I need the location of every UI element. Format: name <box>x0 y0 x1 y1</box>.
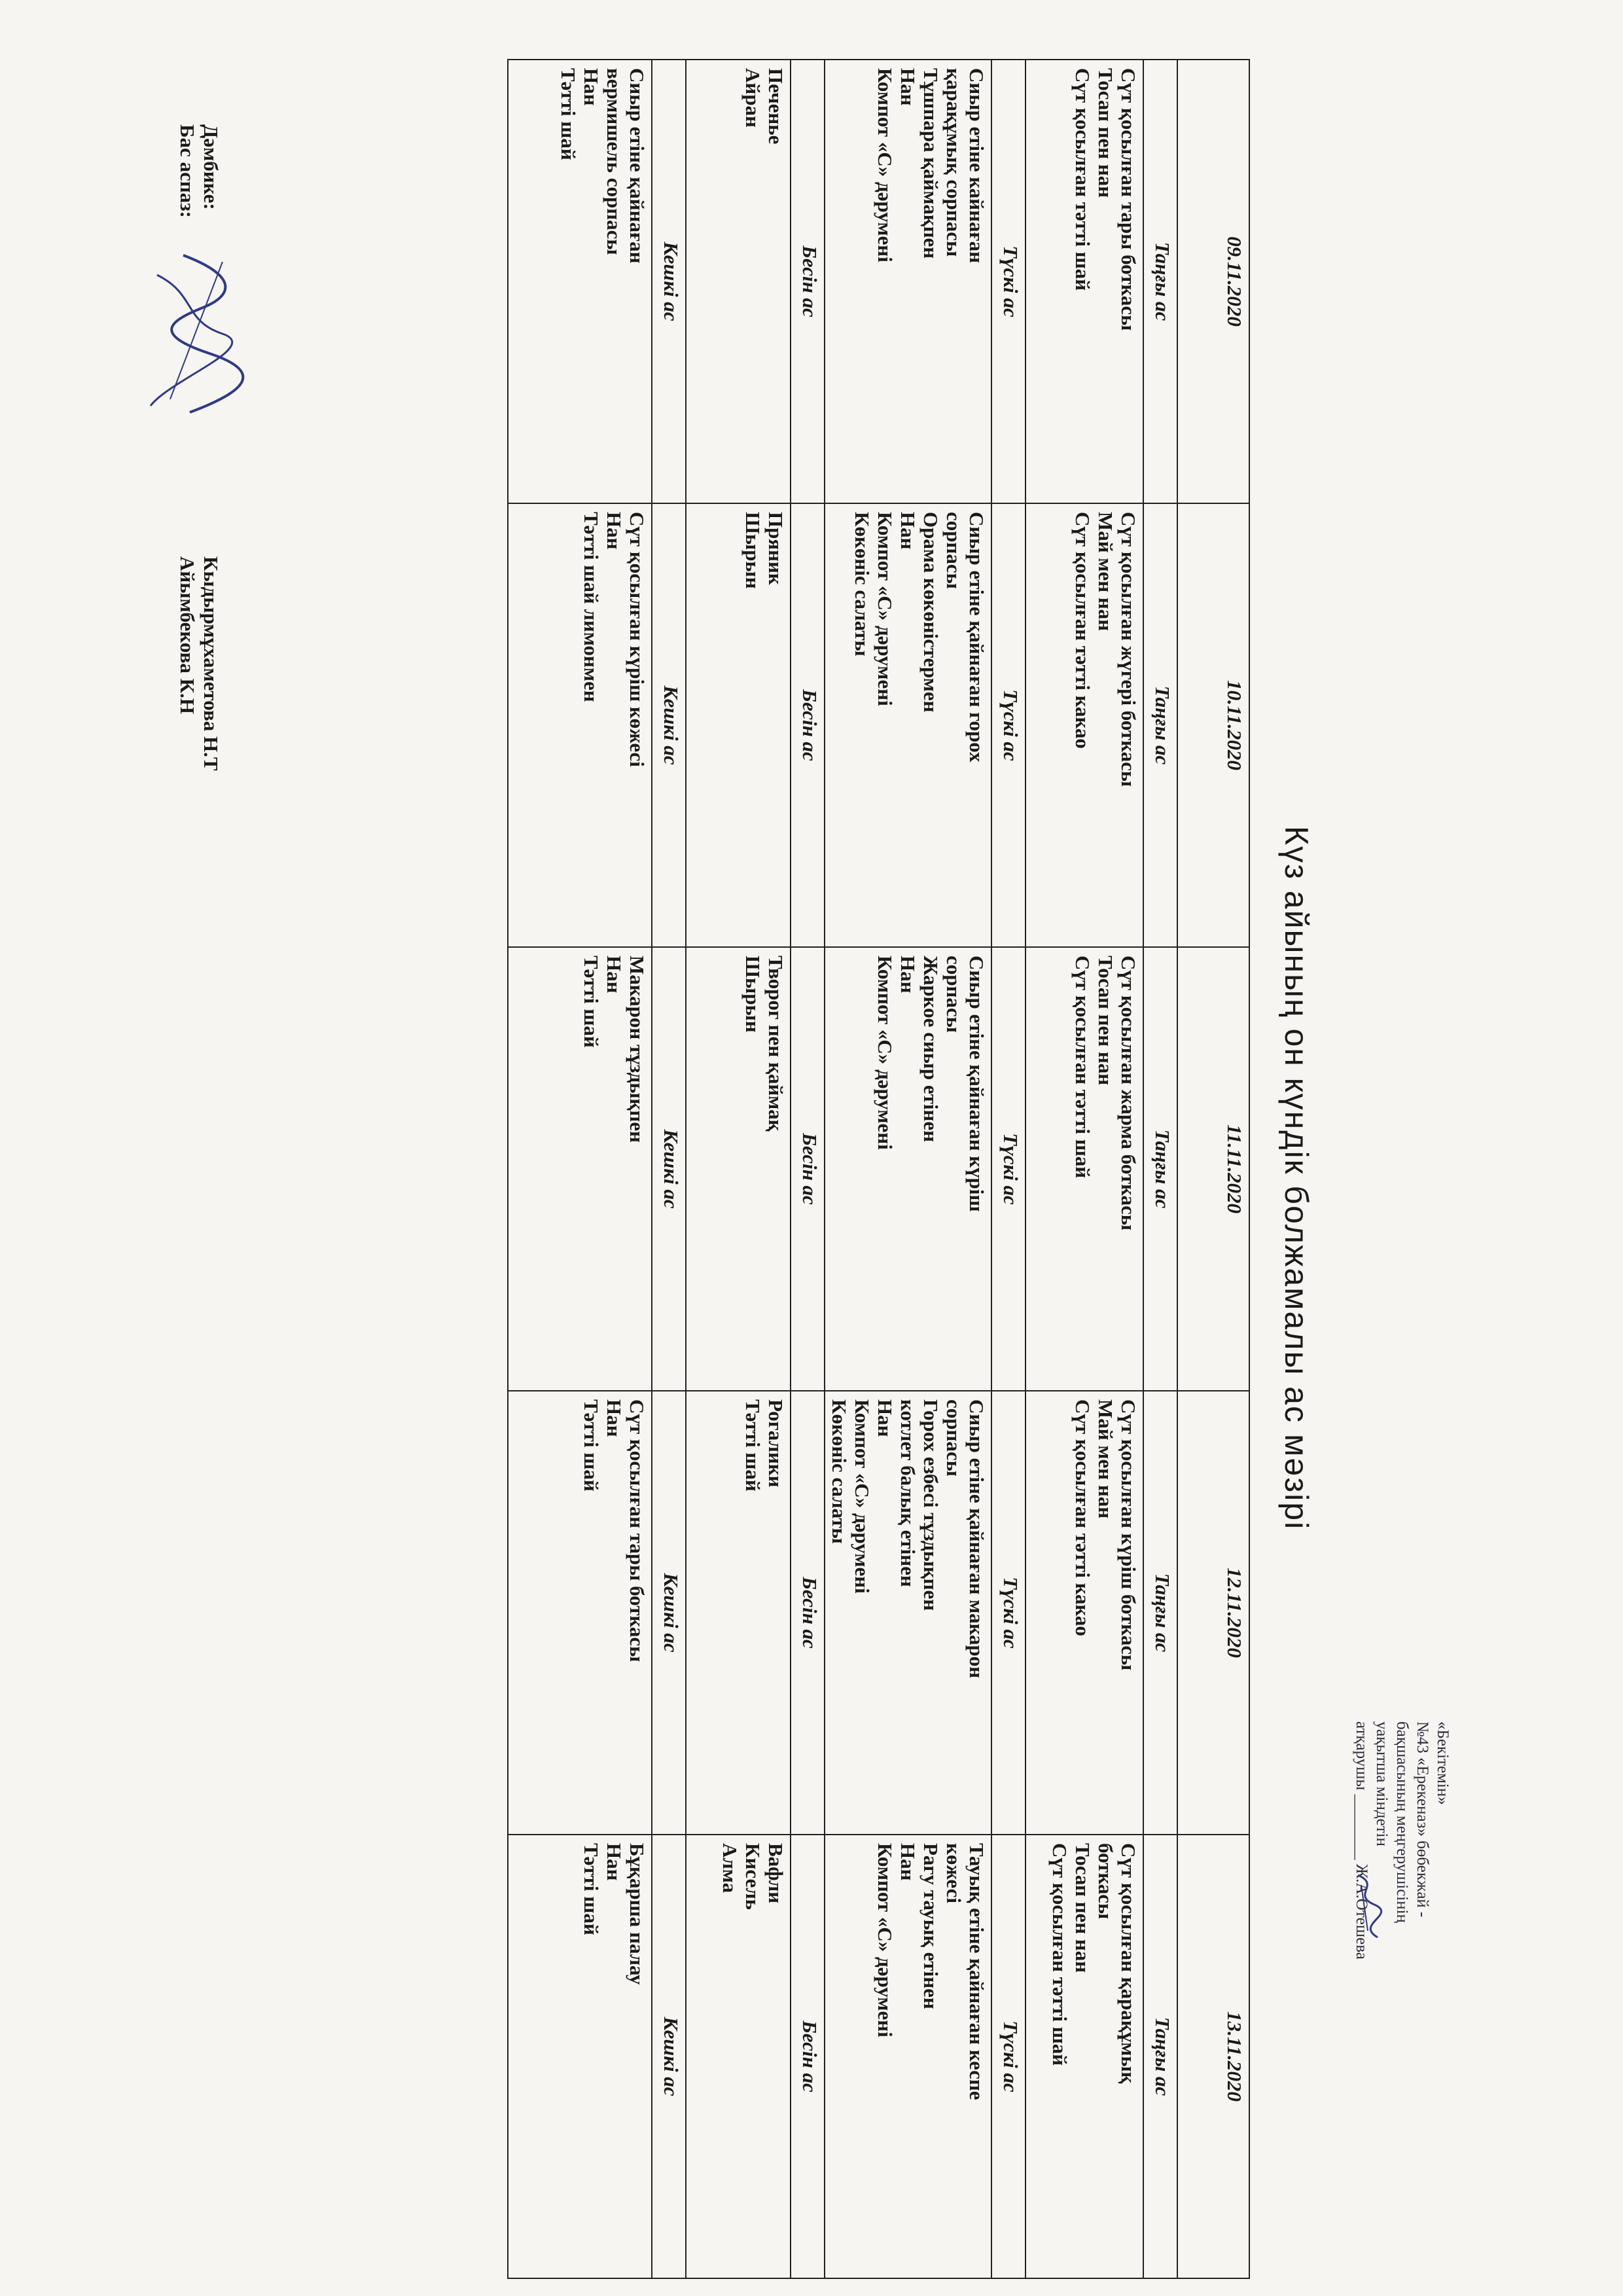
meal-items-cell <box>686 947 791 1391</box>
dish: сорпасы <box>942 512 965 589</box>
dish: Тәтті шай лимонмен <box>580 512 603 702</box>
date-header: 13.11.2020 <box>1177 1835 1249 2278</box>
dish: Сиыр етіне қайнаған макарон <box>965 1399 988 1679</box>
dish: Тосап пен нан <box>1094 68 1117 198</box>
dish: Сүт қосылған күріш көжесі <box>626 512 649 767</box>
meal-items-row <box>825 60 991 2278</box>
meal-items-cell <box>508 503 652 947</box>
dish: Компот «С» дәрумені <box>851 1399 874 1594</box>
dish: Тәтті шай <box>580 1399 603 1492</box>
dish: Сүт қосылған тәтті шай <box>1048 1843 1071 2066</box>
approval-line: №43 «Ерекеназ» бөбекжай - <box>1414 1721 1431 1918</box>
dish: Көкөніс салаты <box>828 1399 851 1544</box>
dish: Тәтті шай <box>741 1399 764 1492</box>
meal-items-cell <box>508 60 652 503</box>
meal-label: Таңғы ас <box>1143 1835 1177 2278</box>
dish: Сиыр етіне қайнаған күріш <box>965 956 988 1212</box>
dish: Тәтті шай <box>580 956 603 1048</box>
dish: Компот «С» дәрумені <box>874 68 897 262</box>
dish: Бұқарша палау <box>626 1843 649 1985</box>
dish: Шырын <box>741 956 764 1033</box>
dish: Макарон тұздықпен <box>626 956 649 1143</box>
meal-label: Түскі ас <box>991 1391 1026 1835</box>
dish: котлет балық етінен <box>897 1399 919 1587</box>
dish: Нан <box>897 512 919 550</box>
meal-items-row <box>1026 60 1143 2278</box>
dish: боткасы <box>1094 1843 1117 1920</box>
dish: Компот «С» дәрумені <box>874 956 897 1150</box>
meal-label-row <box>791 60 825 2278</box>
dish: Сүт қосылған тәтті какао <box>1071 512 1094 749</box>
dish: Сүт қосылған тәтті какао <box>1071 1399 1094 1636</box>
dish: Сүт қосылған тәтті шай <box>1071 68 1094 291</box>
dish: Тұшпара қаймақпен <box>919 68 942 259</box>
dish: Тосап пен нан <box>1071 1843 1094 1973</box>
meal-label: Кешкі ас <box>652 1835 686 2278</box>
dish: Көкөніс салаты <box>851 512 874 656</box>
meal-label: Таңғы ас <box>1143 503 1177 947</box>
dish: Вафли <box>764 1843 787 1904</box>
date-header: 11.11.2020 <box>1177 947 1249 1391</box>
menu-table <box>507 59 1250 2279</box>
meal-items-cell <box>686 503 791 947</box>
dish: Кисель <box>741 1843 764 1910</box>
meal-items-cell <box>1026 1391 1143 1835</box>
dish: Жаркое сиыр етінен <box>919 956 942 1142</box>
meal-label: Бесін ас <box>791 60 825 503</box>
meal-label: Бесін ас <box>791 1835 825 2278</box>
dish: Орама көкөністермен <box>919 512 942 713</box>
dish: Сиыр етіне қайнаған горох <box>965 512 988 762</box>
approval-line: уақытша міндетін <box>1373 1721 1391 1846</box>
dish: Нан <box>603 1843 626 1881</box>
meal-items-cell <box>508 1391 652 1835</box>
dish: Тауық етіне қайнаған кеспе <box>965 1843 988 2100</box>
signature-name: Айымбекова К.Н <box>176 556 199 714</box>
meal-label: Түскі ас <box>991 60 1026 503</box>
dish: сорпасы <box>942 1399 965 1477</box>
signature-role: Дәмбике: <box>200 124 223 210</box>
meal-items-cell <box>686 1835 791 2278</box>
dish: Сүт қосылған тары боткасы <box>1117 68 1140 331</box>
dish: Сиыр етіне кайнаған <box>965 68 988 263</box>
date-header: 09.11.2020 <box>1177 60 1249 503</box>
signature-role: Бас аспаз: <box>176 124 199 218</box>
meal-label: Бесін ас <box>791 947 825 1391</box>
dish: Тосап пен нан <box>1094 956 1117 1086</box>
dish: Нан <box>897 68 919 106</box>
meal-items-cell <box>825 60 991 503</box>
date-header: 12.11.2020 <box>1177 1391 1249 1835</box>
dish: Сүт қосылған қарақұмық <box>1117 1843 1140 2084</box>
dish: Творог пен қаймақ <box>764 956 787 1132</box>
meal-label: Кешкі ас <box>652 503 686 947</box>
dish: Сүт қосылған жүгері боткасы <box>1117 512 1140 787</box>
dish: Рогалики <box>764 1399 787 1488</box>
dish: Горох езбесі тұздықпен <box>919 1399 942 1611</box>
meal-items-cell <box>825 947 991 1391</box>
dish: Май мен нан <box>1094 512 1117 632</box>
approval-line: «Бекітемін» <box>1434 1721 1452 1805</box>
approval-line: бақшасының меңгерушісінің <box>1393 1721 1411 1923</box>
dish: Сиыр етіне қайнаған <box>626 68 649 264</box>
meal-items-cell <box>1026 60 1143 503</box>
dish: Нан <box>603 1399 626 1437</box>
meal-label: Түскі ас <box>991 1835 1026 2278</box>
dish: Пряник <box>764 512 787 585</box>
dish: Нан <box>580 68 603 106</box>
meal-items-cell <box>686 60 791 503</box>
meal-label: Кешкі ас <box>652 60 686 503</box>
meal-items-cell <box>686 1391 791 1835</box>
dish: Айран <box>741 68 764 128</box>
dish: Нан <box>603 512 626 550</box>
dish: Шырын <box>741 512 764 589</box>
approval-signature-scribble <box>1348 1872 1387 1944</box>
dish: Нан <box>897 1843 919 1881</box>
meal-items-row <box>686 60 791 2278</box>
meal-label: Бесін ас <box>791 503 825 947</box>
date-row <box>1177 60 1249 2278</box>
meal-label: Кешкі ас <box>652 1391 686 1835</box>
dish: Компот «С» дәрумені <box>874 1843 897 2037</box>
handwritten-signature <box>131 236 262 432</box>
meal-items-cell <box>825 503 991 947</box>
meal-label-row <box>1143 60 1177 2278</box>
dish: Нан <box>897 956 919 994</box>
meal-label-row <box>991 60 1026 2278</box>
dish: Тәтті шай <box>580 1843 603 1935</box>
meal-label: Таңғы ас <box>1143 1391 1177 1835</box>
dish: Май мен нан <box>1094 1399 1117 1519</box>
dish: Компот «С» дәрумені <box>874 512 897 706</box>
meal-label: Таңғы ас <box>1143 947 1177 1391</box>
signature-name: Кыдырмұхаметова Н.Т <box>200 556 223 771</box>
meal-label: Таңғы ас <box>1143 60 1177 503</box>
dish: сорпасы <box>942 956 965 1033</box>
date-header: 10.11.2020 <box>1177 503 1249 947</box>
dish: Нан <box>874 1399 897 1437</box>
meal-items-cell <box>508 947 652 1391</box>
dish: вермишель сорпасы <box>603 68 626 255</box>
meal-items-cell <box>508 1835 652 2278</box>
approval-line: атқарушы ________ Ж.А.Отешева <box>1353 1721 1370 1960</box>
dish: Рагу тауық етінен <box>919 1843 942 2009</box>
meal-items-cell <box>1026 947 1143 1391</box>
dish: Сүт қосылған тәтті шай <box>1071 956 1094 1179</box>
dish: қарақұмық сорпасы <box>942 68 965 257</box>
meal-label: Түскі ас <box>991 947 1026 1391</box>
meal-items-cell <box>825 1835 991 2278</box>
meal-label: Кешкі ас <box>652 947 686 1391</box>
dish: Сүт қосылған жарма боткасы <box>1117 956 1140 1230</box>
dish: Тәтті шай <box>557 68 580 160</box>
dish: Нан <box>603 956 626 994</box>
meal-items-row <box>508 60 652 2278</box>
meal-label-row <box>652 60 686 2278</box>
dish: көжесі <box>942 1843 965 1903</box>
dish: Сүт қосылған тары боткасы <box>626 1399 649 1662</box>
meal-items-cell <box>1026 1835 1143 2278</box>
dish: Алма <box>719 1843 741 1893</box>
meal-items-cell <box>825 1391 991 1835</box>
meal-items-cell <box>1026 503 1143 947</box>
dish: Сүт қосылған күріш боткасы <box>1117 1399 1140 1671</box>
dish: Печенье <box>764 68 787 145</box>
meal-label: Түскі ас <box>991 503 1026 947</box>
meal-label: Бесін ас <box>791 1391 825 1835</box>
page-title: Күз айының он күндік болжамалы ас мәзірі <box>1278 825 1315 1531</box>
